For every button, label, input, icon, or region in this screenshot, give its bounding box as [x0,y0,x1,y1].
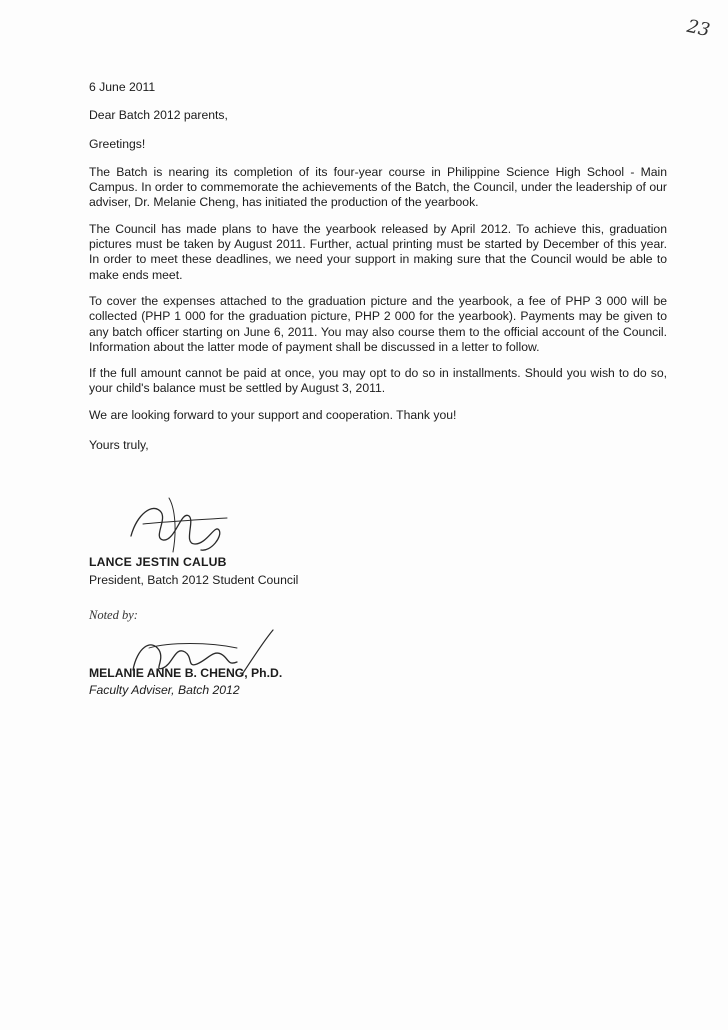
paragraph-fees: To cover the expenses attached to the graduation picture and the yearbook, a fee of PHP 3 000 will be collected (PHP 1 000 for the graduation picture, PHP 2 000 for the yearbook). Payments may be given to any batch officer starting on June 6, 2011. You may also course them to the official account of the Council. Information about the latter mode of payment shall be discussed in a letter to follow. [89,293,667,354]
letter-body [89,80,667,453]
signatory-adviser-name: MELANIE ANNE B. CHENG, Ph.D. [89,666,283,680]
paragraph-installments: If the full amount cannot be paid at once, you may opt to do so in installments. Should you wish to do so, your child's balance must be settled by August 3, 2011. [89,366,667,396]
paragraph-deadlines: The Council has made plans to have the yearbook released by April 2012. To achieve this, graduation pictures must be taken by August 2011. Further, actual printing must be started by December of this year. In order to meet these deadlines, we need your support in making sure that the Council would be able to make ends meet. [89,221,667,282]
signatory-adviser-title: Faculty Adviser, Batch 2012 [89,683,240,697]
handwritten-page-number: 23 [685,15,712,42]
handwritten-signature-president [123,494,233,556]
letter-date: 6 June 2011 [89,80,156,94]
noted-by-label: Noted by: [89,608,138,622]
signature-block-president [89,486,429,596]
salutation: Dear Batch 2012 parents, [89,108,228,123]
signature-block-adviser [89,628,429,718]
paragraph-thanks: We are looking forward to your support and cooperation. Thank you! [89,407,457,422]
greeting: Greetings! [89,136,146,151]
signatory-president-name: LANCE JESTIN CALUB [89,555,227,569]
paragraph-yearbook-intro: The Batch is nearing its completion of its four-year course in Philippine Science High School - Main Campus. In order to commemorate the achievements of the Batch, the Council, under the leadership of our adviser, Dr. Melanie Cheng, has initiated the production of the yearbook. [89,164,667,210]
closing: Yours truly, [89,438,149,453]
signatory-president-title: President, Batch 2012 Student Council [89,573,299,587]
